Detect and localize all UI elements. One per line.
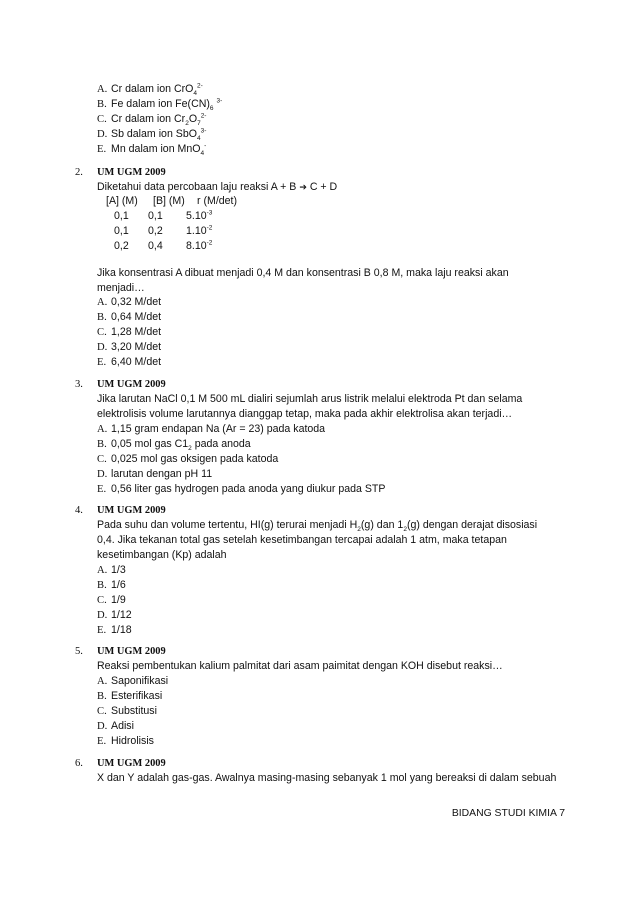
q1-option-e: E. Mn dalam ion MnO$_4$- <box>97 142 207 158</box>
page-footer: BIDANG STUDI KIMIA 7 <box>451 808 565 819</box>
q2-option-a: A. 0,32 M/det <box>97 296 162 308</box>
q2-option-c: C. 1,28 M/det <box>97 326 162 338</box>
q2-table-header: [A] (M) [B] (M) r (M/det) <box>106 195 238 207</box>
q4-number: 4. <box>75 505 83 516</box>
q5-option-c: C. Substitusi <box>97 705 157 717</box>
q2-table-row: 0,1 0,2 $1.10^{-2}$ <box>114 224 213 237</box>
q1-option-c: C. Cr dalam ion $Cr_2O_7^{2-}$ <box>97 112 207 128</box>
q2-option-e: E. 6,40 M/det <box>97 356 162 368</box>
q4-line1: Pada suhu dan volume tertentu, HI(g) terurai menjadi $H_2(g)$ dan $1_2(g)$ dengan derajat disosiasi <box>97 519 538 534</box>
q2-intro: Diketahui data percobaan laju reaksi A + B ➔ C + D <box>97 181 338 193</box>
q3-source: UM UGM 2009 <box>97 379 166 390</box>
q5-option-a: A. Saponifikasi <box>97 675 169 687</box>
q2-question-line2: menjadi… <box>97 282 145 294</box>
q3-option-a: A. 1,15 gram endapan Na (Ar = 23) pada katoda <box>97 423 326 435</box>
q5-option-e: E. Hidrolisis <box>97 735 154 747</box>
q5-option-b: B. Esterifikasi <box>97 690 163 702</box>
q5-source: UM UGM 2009 <box>97 646 166 657</box>
q3-option-e: E. 0,56 liter gas hydrogen pada anoda yang diukur pada STP <box>97 483 386 495</box>
q2-source: UM UGM 2009 <box>97 167 166 178</box>
q3-option-b: B. 0,05 mol gas $C1_2$ pada anoda <box>97 438 251 453</box>
q4-option-a: A. 1/3 <box>97 564 126 576</box>
q4-option-c: C. 1/9 <box>97 594 126 606</box>
q2-option-d: D. 3,20 M/det <box>97 341 162 353</box>
q4-option-b: B. 1/6 <box>97 579 126 591</box>
q3-number: 3. <box>75 379 83 390</box>
q1-option-a: A. Cr dalam ion CrO$_4^{2-}$ <box>97 82 203 98</box>
q3-option-d: D. larutan dengan pH 11 <box>97 468 213 480</box>
q6-number: 6. <box>75 758 83 769</box>
q4-line3: kesetimbangan (Kp) adalah <box>97 549 227 561</box>
q6-source: UM UGM 2009 <box>97 758 166 769</box>
q2-table-row: 0,1 0,1 $5.10^{-3}$ <box>114 209 213 222</box>
q2-table-row: 0,2 0,4 $8.10^{-2}$ <box>114 239 213 252</box>
q6-line1: X dan Y adalah gas-gas. Awalnya masing-masing sebanyak 1 mol yang bereaksi di dalam sebuah <box>97 772 557 784</box>
q1-option-b: B. Fe dalam ion $Fe(CN)_6$ $^{3-}$ <box>97 97 223 113</box>
q2-option-b: B. 0,64 M/det <box>97 311 162 323</box>
q5-option-d: D. Adisi <box>97 720 134 732</box>
q2-question-line1: Jika konsentrasi A dibuat menjadi 0,4 M dan konsentrasi B 0,8 M, maka laju reaksi akan <box>97 267 509 279</box>
q3-line1: Jika larutan NaCl 0,1 M 500 mL dialiri sejumlah arus listrik melalui elektroda Pt dan selama <box>97 393 523 405</box>
q2-number: 2. <box>75 167 83 178</box>
q4-line2: 0,4. Jika tekanan total gas setelah kesetimbangan tercapai adalah 1 atm, maka tetapan <box>97 534 507 546</box>
q5-line1: Reaksi pembentukan kalium palmitat dari asam paimitat dengan KOH disebut reaksi… <box>97 660 503 672</box>
q4-option-d: D. 1/12 <box>97 609 132 621</box>
q3-option-c: C. 0,025 mol gas oksigen pada katoda <box>97 453 279 465</box>
q5-number: 5. <box>75 646 83 657</box>
q3-line2: elektrolisis volume larutannya dianggap tetap, maka pada akhir elektrolisa akan terjadi… <box>97 408 513 420</box>
q1-option-d: D. Sb dalam ion SbO$_4^{3-}$ <box>97 127 207 143</box>
arrow-icon: ➔ <box>299 183 307 193</box>
q4-source: UM UGM 2009 <box>97 505 166 516</box>
q4-option-e: E. 1/18 <box>97 624 132 636</box>
